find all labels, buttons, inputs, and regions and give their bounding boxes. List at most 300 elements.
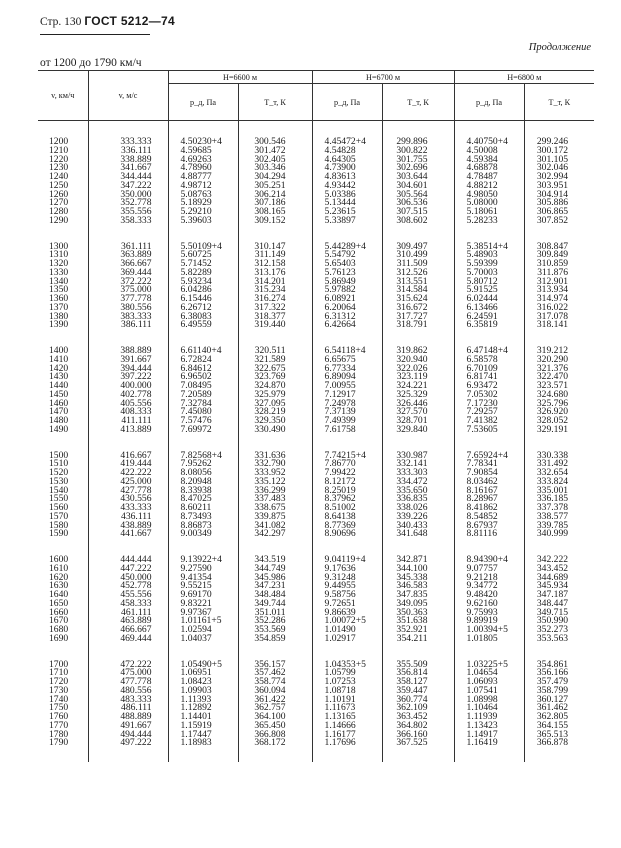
pressure-6800-cell: 7.53605	[454, 426, 524, 435]
temperature-6700-cell: 341.648	[382, 530, 454, 539]
temperature-6800-cell: 302.994	[524, 173, 594, 182]
pressure-6600-cell: 1.05490+5	[168, 661, 238, 670]
temperature-6700-cell: 332.141	[382, 460, 454, 469]
pressure-6600-cell: 5.60725	[168, 251, 238, 260]
pressure-6800-cell: 5.70003	[454, 269, 524, 278]
pressure-6600-cell: 9.97367	[168, 609, 238, 618]
speed-ms-cell: 441.667	[88, 530, 168, 539]
speed-kmh-cell: 1360	[49, 293, 69, 304]
pressure-6800-cell: 6.81741	[454, 373, 524, 382]
temperature-6800-cell: 326.920	[524, 408, 594, 417]
pressure-6600-cell: 6.49559	[168, 321, 238, 330]
pressure-6700-cell: 9.44955	[312, 582, 382, 591]
header-speed-ms: v, м/с	[88, 71, 168, 121]
speed-kmh-cell: 1430	[49, 371, 69, 383]
pressure-6600-cell: 4.98712	[168, 182, 238, 191]
pressure-6600-cell: 4.69263	[168, 156, 238, 165]
pressure-6800-cell: 4.50008	[454, 147, 524, 156]
speed-kmh-cell: 1670	[49, 615, 69, 627]
pressure-6600-cell: 4.88777	[168, 173, 238, 182]
pressure-6700-cell: 5.97882	[312, 286, 382, 295]
temperature-6800-cell: 303.951	[524, 182, 594, 191]
speed-kmh-cell: 1660	[49, 606, 69, 618]
speed-kmh-cell: 1540	[49, 484, 69, 496]
temperature-6600-cell: 352.286	[238, 617, 312, 626]
temperature-6700-cell: 340.433	[382, 522, 454, 531]
pressure-6700-cell: 1.10191	[312, 696, 382, 705]
temperature-6800-cell: 317.078	[524, 313, 594, 322]
pressure-6600-cell: 1.14401	[168, 713, 238, 722]
pressure-6800-cell: 5.91525	[454, 286, 524, 295]
pressure-6600-cell: 6.96502	[168, 373, 238, 382]
speed-ms-cell: 422.222	[88, 469, 168, 478]
temperature-6800-cell: 343.452	[524, 565, 594, 574]
speed-ms-cell: 388.889	[88, 347, 168, 356]
pressure-6600-cell: 1.12892	[168, 704, 238, 713]
speed-ms-cell: 494.444	[88, 731, 168, 740]
temperature-6600-cell: 349.744	[238, 600, 312, 609]
pressure-6700-cell: 8.90696	[312, 530, 382, 539]
pressure-6700-cell: 6.20064	[312, 304, 382, 313]
pressure-6800-cell: 6.58578	[454, 356, 524, 365]
pressure-6700-cell: 8.37962	[312, 495, 382, 504]
temperature-6800-cell: 362.805	[524, 713, 594, 722]
pressure-6600-cell: 9.69170	[168, 591, 238, 600]
speed-ms-cell: 338.889	[88, 156, 168, 165]
speed-kmh-cell: 1780	[49, 728, 69, 740]
speed-ms-cell: 408.333	[88, 408, 168, 417]
temperature-6700-cell: 316.672	[382, 304, 454, 313]
pressure-6800-cell: 1.08998	[454, 696, 524, 705]
pressure-6800-cell: 1.07541	[454, 687, 524, 696]
speed-kmh-cell: 1620	[49, 571, 69, 583]
temperature-6600-cell: 368.172	[238, 739, 312, 748]
pressure-6600-cell: 6.26712	[168, 304, 238, 313]
table-row	[38, 635, 594, 644]
pressure-6700-cell: 1.00072+5	[312, 617, 382, 626]
pressure-6600-cell: 4.50230+4	[168, 138, 238, 147]
pressure-6800-cell: 1.13423	[454, 722, 524, 731]
header-rule	[40, 34, 150, 35]
pressure-6600-cell: 8.86873	[168, 522, 238, 531]
speed-kmh-cell: 1390	[49, 319, 69, 331]
speed-ms-cell: 461.111	[88, 609, 168, 618]
speed-kmh-cell: 1740	[49, 693, 69, 705]
temperature-6600-cell: 310.147	[238, 243, 312, 252]
pressure-6700-cell: 8.12172	[312, 478, 382, 487]
pressure-6600-cell: 8.20948	[168, 478, 238, 487]
temperature-6600-cell: 305.251	[238, 182, 312, 191]
speed-ms-cell: 433.333	[88, 504, 168, 513]
temperature-6800-cell: 337.378	[524, 504, 594, 513]
pressure-6700-cell: 7.00955	[312, 382, 382, 391]
temperature-6700-cell: 312.526	[382, 269, 454, 278]
temperature-6600-cell: 362.757	[238, 704, 312, 713]
speed-ms-cell: 341.667	[88, 164, 168, 173]
speed-ms-cell: 477.778	[88, 678, 168, 687]
speed-kmh-cell: 1330	[49, 266, 69, 278]
pressure-6800-cell: 1.11939	[454, 713, 524, 722]
speed-ms-cell: 488.889	[88, 713, 168, 722]
temperature-6700-cell: 303.644	[382, 173, 454, 182]
pressure-6600-cell: 6.61140+4	[168, 347, 238, 356]
temperature-6700-cell: 308.602	[382, 217, 454, 226]
table-row	[38, 530, 594, 539]
temperature-6600-cell: 361.422	[238, 696, 312, 705]
temperature-6800-cell: 304.914	[524, 191, 594, 200]
speed-kmh-cell: 1220	[49, 153, 69, 165]
pressure-6700-cell: 9.72651	[312, 600, 382, 609]
speed-kmh-cell: 1570	[49, 510, 69, 522]
header-temperature: T_т, К	[524, 84, 594, 121]
temperature-6800-cell: 345.934	[524, 582, 594, 591]
range-caption: от 1200 до 1790 км/ч	[40, 57, 142, 69]
temperature-6700-cell: 351.638	[382, 617, 454, 626]
temperature-6600-cell: 302.405	[238, 156, 312, 165]
pressure-6700-cell: 5.03386	[312, 191, 382, 200]
speed-ms-cell: 419.444	[88, 460, 168, 469]
pressure-6800-cell: 8.28967	[454, 495, 524, 504]
speed-ms-cell: 497.222	[88, 739, 168, 748]
pressure-6800-cell: 9.75993	[454, 609, 524, 618]
temperature-6700-cell: 367.525	[382, 739, 454, 748]
speed-ms-cell: 469.444	[88, 635, 168, 644]
pressure-6600-cell: 1.08423	[168, 678, 238, 687]
temperature-6600-cell: 365.450	[238, 722, 312, 731]
table-end-spacer	[38, 748, 594, 762]
temperature-6600-cell: 319.440	[238, 321, 312, 330]
speed-ms-cell: 427.778	[88, 487, 168, 496]
temperature-6600-cell: 300.546	[238, 138, 312, 147]
pressure-6700-cell: 1.14666	[312, 722, 382, 731]
speed-ms-cell: 377.778	[88, 295, 168, 304]
pressure-6700-cell: 9.04119+4	[312, 556, 382, 565]
temperature-6600-cell: 347.231	[238, 582, 312, 591]
temperature-6700-cell: 310.499	[382, 251, 454, 260]
temperature-6800-cell: 323.571	[524, 382, 594, 391]
header-temperature: T_т, К	[238, 84, 312, 121]
temperature-6700-cell: 323.119	[382, 373, 454, 382]
temperature-6600-cell: 337.483	[238, 495, 312, 504]
temperature-6800-cell: 312.901	[524, 278, 594, 287]
temperature-6800-cell: 366.878	[524, 739, 594, 748]
pressure-6700-cell: 4.64305	[312, 156, 382, 165]
speed-kmh-cell: 1320	[49, 258, 69, 269]
pressure-6700-cell: 1.01490	[312, 626, 382, 635]
temperature-6600-cell: 317.322	[238, 304, 312, 313]
pressure-6700-cell: 7.12917	[312, 391, 382, 400]
temperature-6600-cell: 336.299	[238, 487, 312, 496]
pressure-6700-cell: 7.24978	[312, 400, 382, 409]
temperature-6600-cell: 321.589	[238, 356, 312, 365]
speed-ms-cell: 383.333	[88, 313, 168, 322]
temperature-6600-cell: 330.490	[238, 426, 312, 435]
speed-kmh-cell: 1700	[49, 658, 69, 670]
pressure-6800-cell: 4.68878	[454, 164, 524, 173]
temperature-6800-cell: 364.155	[524, 722, 594, 731]
temperature-6700-cell: 329.840	[382, 426, 454, 435]
speed-kmh-cell: 1560	[49, 502, 69, 513]
temperature-6700-cell: 319.862	[382, 347, 454, 356]
pressure-6800-cell: 1.03225+5	[454, 661, 524, 670]
speed-kmh-cell: 1510	[49, 458, 69, 470]
temperature-6600-cell: 335.122	[238, 478, 312, 487]
pressure-6600-cell: 6.38083	[168, 313, 238, 322]
speed-kmh-cell: 1230	[49, 162, 69, 174]
speed-ms-cell: 361.111	[88, 243, 168, 252]
pressure-6700-cell: 9.17636	[312, 565, 382, 574]
temperature-6600-cell: 354.859	[238, 635, 312, 644]
data-table	[38, 70, 594, 762]
block-spacer	[38, 226, 594, 243]
temperature-6600-cell: 333.952	[238, 469, 312, 478]
pressure-6800-cell: 1.16419	[454, 739, 524, 748]
speed-ms-cell: 491.667	[88, 722, 168, 731]
temperature-6700-cell: 315.624	[382, 295, 454, 304]
speed-kmh-cell: 1310	[49, 249, 69, 261]
temperature-6700-cell: 366.160	[382, 731, 454, 740]
temperature-6600-cell: 357.462	[238, 669, 312, 678]
speed-kmh-cell: 1370	[49, 301, 69, 313]
pressure-6700-cell: 1.11673	[312, 704, 382, 713]
pressure-6700-cell: 4.45472+4	[312, 138, 382, 147]
pressure-6700-cell: 4.54828	[312, 147, 382, 156]
temperature-6800-cell: 350.990	[524, 617, 594, 626]
temperature-6600-cell: 322.675	[238, 365, 312, 374]
pressure-6700-cell: 1.08718	[312, 687, 382, 696]
temperature-6600-cell: 339.875	[238, 513, 312, 522]
temperature-6800-cell: 360.127	[524, 696, 594, 705]
temperature-6800-cell: 361.462	[524, 704, 594, 713]
pressure-6600-cell: 1.04037	[168, 635, 238, 644]
temperature-6600-cell: 307.186	[238, 199, 312, 208]
temperature-6700-cell: 326.446	[382, 400, 454, 409]
temperature-6800-cell: 319.212	[524, 347, 594, 356]
temperature-6800-cell: 338.577	[524, 513, 594, 522]
pressure-6700-cell: 9.58756	[312, 591, 382, 600]
temperature-6700-cell: 330.987	[382, 452, 454, 461]
pressure-6600-cell: 1.17447	[168, 731, 238, 740]
temperature-6600-cell: 338.675	[238, 504, 312, 513]
temperature-6700-cell: 327.570	[382, 408, 454, 417]
pressure-6800-cell: 6.93472	[454, 382, 524, 391]
pressure-6800-cell: 8.54852	[454, 513, 524, 522]
pressure-6600-cell: 6.72824	[168, 356, 238, 365]
temperature-6600-cell: 315.234	[238, 286, 312, 295]
temperature-6800-cell: 321.376	[524, 365, 594, 374]
pressure-6800-cell: 1.01805	[454, 635, 524, 644]
temperature-6800-cell: 358.799	[524, 687, 594, 696]
pressure-6700-cell: 7.74215+4	[312, 452, 382, 461]
pressure-6700-cell: 6.08921	[312, 295, 382, 304]
temperature-6600-cell: 348.484	[238, 591, 312, 600]
temperature-6800-cell: 352.273	[524, 626, 594, 635]
pressure-6800-cell: 5.08000	[454, 199, 524, 208]
speed-ms-cell: 430.556	[88, 495, 168, 504]
speed-ms-cell: 347.222	[88, 182, 168, 191]
temperature-6800-cell: 347.187	[524, 591, 594, 600]
header-pressure: p_д, Па	[168, 84, 238, 121]
speed-ms-cell: 472.222	[88, 661, 168, 670]
pressure-6700-cell: 5.54792	[312, 251, 382, 260]
pressure-6600-cell: 7.08495	[168, 382, 238, 391]
speed-kmh-cell: 1280	[49, 206, 69, 217]
speed-kmh-cell: 1240	[49, 171, 69, 182]
pressure-6800-cell: 4.78487	[454, 173, 524, 182]
speed-ms-cell: 375.000	[88, 286, 168, 295]
temperature-6800-cell: 354.861	[524, 661, 594, 670]
temperature-6800-cell: 353.563	[524, 635, 594, 644]
speed-kmh-cell: 1680	[49, 624, 69, 635]
temperature-6700-cell: 342.871	[382, 556, 454, 565]
speed-kmh-cell: 1730	[49, 684, 69, 696]
temperature-6600-cell: 328.219	[238, 408, 312, 417]
temperature-6800-cell: 324.680	[524, 391, 594, 400]
pressure-6800-cell: 1.00394+5	[454, 626, 524, 635]
speed-kmh-cell: 1480	[49, 415, 69, 426]
speed-ms-cell: 336.111	[88, 147, 168, 156]
speed-ms-cell: 480.556	[88, 687, 168, 696]
pressure-6600-cell: 7.45080	[168, 408, 238, 417]
speed-kmh-cell: 1440	[49, 380, 69, 391]
pressure-6700-cell: 4.83613	[312, 173, 382, 182]
temperature-6700-cell: 335.650	[382, 487, 454, 496]
speed-kmh-cell: 1610	[49, 562, 69, 574]
speed-kmh-cell: 1400	[49, 345, 69, 356]
temperature-6800-cell: 339.785	[524, 522, 594, 531]
temperature-6700-cell: 314.584	[382, 286, 454, 295]
block-spacer	[38, 644, 594, 661]
speed-kmh-cell: 1690	[49, 632, 69, 644]
temperature-6800-cell: 357.479	[524, 678, 594, 687]
pressure-6700-cell: 8.64138	[312, 513, 382, 522]
temperature-6600-cell: 311.149	[238, 251, 312, 260]
temperature-6600-cell: 356.157	[238, 661, 312, 670]
temperature-6700-cell: 318.791	[382, 321, 454, 330]
pressure-6800-cell: 5.38514+4	[454, 243, 524, 252]
temperature-6700-cell: 311.509	[382, 260, 454, 269]
temperature-6700-cell: 306.536	[382, 199, 454, 208]
temperature-6600-cell: 366.808	[238, 731, 312, 740]
pressure-6600-cell: 5.08763	[168, 191, 238, 200]
temperature-6600-cell: 351.011	[238, 609, 312, 618]
speed-kmh-cell: 1520	[49, 467, 69, 478]
speed-kmh-cell: 1630	[49, 580, 69, 592]
temperature-6700-cell: 339.226	[382, 513, 454, 522]
table-row	[38, 321, 594, 330]
temperature-6800-cell: 325.796	[524, 400, 594, 409]
temperature-6800-cell: 331.492	[524, 460, 594, 469]
speed-ms-cell: 405.556	[88, 400, 168, 409]
pressure-6800-cell: 5.80712	[454, 278, 524, 287]
speed-kmh-cell: 1210	[49, 144, 69, 156]
pressure-6600-cell: 9.55215	[168, 582, 238, 591]
pressure-6800-cell: 1.06093	[454, 678, 524, 687]
temperature-6800-cell: 342.222	[524, 556, 594, 565]
table-row	[38, 426, 594, 435]
pressure-6600-cell: 4.78960	[168, 164, 238, 173]
temperature-6800-cell: 307.852	[524, 217, 594, 226]
temperature-6700-cell: 358.127	[382, 678, 454, 687]
speed-kmh-cell: 1650	[49, 597, 69, 609]
temperature-6800-cell: 300.172	[524, 147, 594, 156]
temperature-6600-cell: 332.790	[238, 460, 312, 469]
pressure-6700-cell: 7.49399	[312, 417, 382, 426]
pressure-6600-cell: 7.95262	[168, 460, 238, 469]
temperature-6700-cell: 304.601	[382, 182, 454, 191]
speed-ms-cell: 352.778	[88, 199, 168, 208]
speed-kmh-cell: 1770	[49, 719, 69, 731]
pressure-6600-cell: 8.08056	[168, 469, 238, 478]
speed-kmh-cell: 1470	[49, 406, 69, 418]
pressure-6600-cell: 8.33938	[168, 487, 238, 496]
temperature-6800-cell: 322.470	[524, 373, 594, 382]
header-pressure: p_д, Па	[454, 84, 524, 121]
header-altitude-6700: H=6700 м	[312, 71, 454, 84]
speed-ms-cell: 372.222	[88, 278, 168, 287]
speed-kmh-cell: 1340	[49, 275, 69, 287]
temperature-6600-cell: 312.158	[238, 260, 312, 269]
pressure-6700-cell: 5.23615	[312, 208, 382, 217]
pressure-6600-cell: 1.09903	[168, 687, 238, 696]
page-number: Стр. 130	[40, 16, 82, 28]
pressure-6700-cell: 4.73900	[312, 164, 382, 173]
temperature-6600-cell: 360.094	[238, 687, 312, 696]
speed-kmh-cell: 1290	[49, 214, 69, 226]
speed-ms-cell: 483.333	[88, 696, 168, 705]
pressure-6800-cell: 9.07757	[454, 565, 524, 574]
temperature-6700-cell: 359.447	[382, 687, 454, 696]
pressure-6800-cell: 6.24591	[454, 313, 524, 322]
temperature-6800-cell: 309.849	[524, 251, 594, 260]
speed-ms-cell: 416.667	[88, 452, 168, 461]
temperature-6700-cell: 302.696	[382, 164, 454, 173]
pressure-6800-cell: 8.16167	[454, 487, 524, 496]
pressure-6800-cell: 9.21218	[454, 574, 524, 583]
speed-kmh-cell: 1550	[49, 493, 69, 505]
pressure-6700-cell: 1.13165	[312, 713, 382, 722]
temperature-6600-cell: 324.870	[238, 382, 312, 391]
temperature-6800-cell: 306.865	[524, 208, 594, 217]
temperature-6800-cell: 356.166	[524, 669, 594, 678]
pressure-6800-cell: 1.04654	[454, 669, 524, 678]
pressure-6600-cell: 1.02594	[168, 626, 238, 635]
temperature-6800-cell: 329.191	[524, 426, 594, 435]
temperature-6600-cell: 345.986	[238, 574, 312, 583]
temperature-6700-cell: 346.583	[382, 582, 454, 591]
pressure-6800-cell: 8.81116	[454, 530, 524, 539]
temperature-6600-cell: 344.749	[238, 565, 312, 574]
speed-ms-cell: 363.889	[88, 251, 168, 260]
pressure-6600-cell: 6.04286	[168, 286, 238, 295]
temperature-6700-cell: 307.515	[382, 208, 454, 217]
speed-kmh-cell: 1580	[49, 519, 69, 531]
temperature-6700-cell: 333.303	[382, 469, 454, 478]
speed-kmh-cell: 1410	[49, 353, 69, 365]
header-altitude-6800: H=6800 м	[454, 71, 594, 84]
pressure-6800-cell: 6.70109	[454, 365, 524, 374]
pressure-6700-cell: 8.51002	[312, 504, 382, 513]
temperature-6700-cell: 344.100	[382, 565, 454, 574]
speed-kmh-cell: 1640	[49, 589, 69, 600]
temperature-6700-cell: 364.802	[382, 722, 454, 731]
speed-ms-cell: 450.000	[88, 574, 168, 583]
pressure-6700-cell: 1.05799	[312, 669, 382, 678]
speed-kmh-cell: 1720	[49, 676, 69, 687]
pressure-6600-cell: 1.11393	[168, 696, 238, 705]
speed-ms-cell: 447.222	[88, 565, 168, 574]
temperature-6600-cell: 303.346	[238, 164, 312, 173]
